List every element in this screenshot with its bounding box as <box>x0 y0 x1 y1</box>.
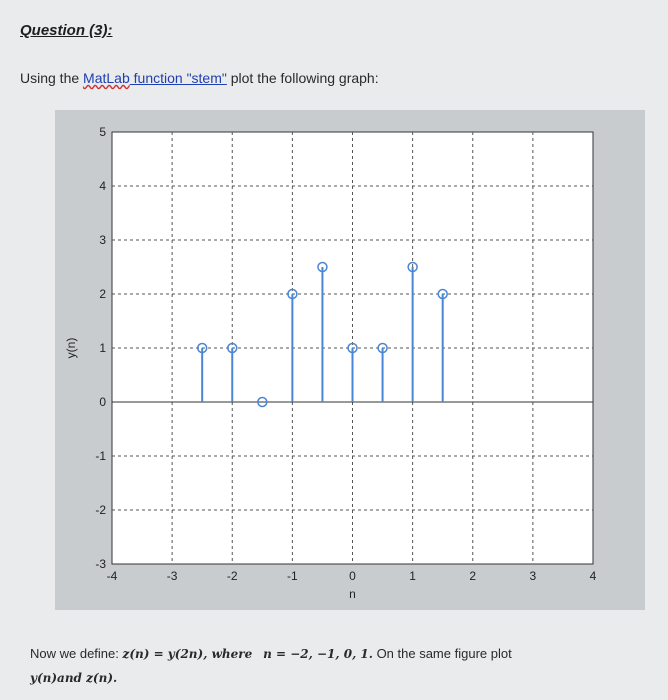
intro-suffix: plot the following graph: <box>226 70 379 86</box>
y-tick-label: 5 <box>99 125 106 139</box>
y-tick-label: 0 <box>99 395 106 409</box>
x-tick-label: 4 <box>589 569 597 583</box>
y-tick-label: 1 <box>99 341 106 355</box>
question-title: Question (3): <box>20 22 113 39</box>
stem-plot <box>55 110 645 610</box>
footer-prefix: Now we define: <box>30 646 123 661</box>
intro-function-link[interactable]: function "stem" <box>129 70 227 86</box>
intro-prefix: Using the <box>20 70 84 86</box>
footer-line-1 <box>30 642 512 666</box>
question-footer <box>30 642 512 690</box>
x-tick-label: 2 <box>469 569 477 583</box>
x-tick-label: 3 <box>529 569 537 583</box>
footer-line-2 <box>30 666 512 690</box>
footer-equation: z(n) = y(2n), where <box>122 647 253 661</box>
y-tick-label: 4 <box>99 179 106 193</box>
x-tick-label: 0 <box>349 569 356 583</box>
question-intro <box>20 70 379 86</box>
intro-matlab-link[interactable]: MatLab <box>83 70 130 86</box>
y-tick-label: -3 <box>95 557 106 571</box>
y-tick-label: 2 <box>99 287 106 301</box>
footer-plot-targets: y(n)and z(n). <box>30 671 118 685</box>
y-tick-label: -1 <box>95 449 106 463</box>
x-tick-label: -2 <box>226 569 238 583</box>
x-tick-label: -4 <box>106 569 118 583</box>
figure-panel <box>55 110 645 610</box>
footer-suffix: On the same figure plot <box>372 646 512 661</box>
y-axis-label: y(n) <box>64 337 78 359</box>
x-tick-label: -3 <box>166 569 178 583</box>
x-tick-label: -1 <box>287 569 298 583</box>
x-axis-label: n <box>349 587 356 601</box>
x-tick-label: 1 <box>409 569 416 583</box>
y-tick-label: 3 <box>99 233 106 247</box>
y-tick-label: -2 <box>95 503 106 517</box>
footer-n-definition: n = −2, −1, 0, 1. <box>263 647 373 661</box>
